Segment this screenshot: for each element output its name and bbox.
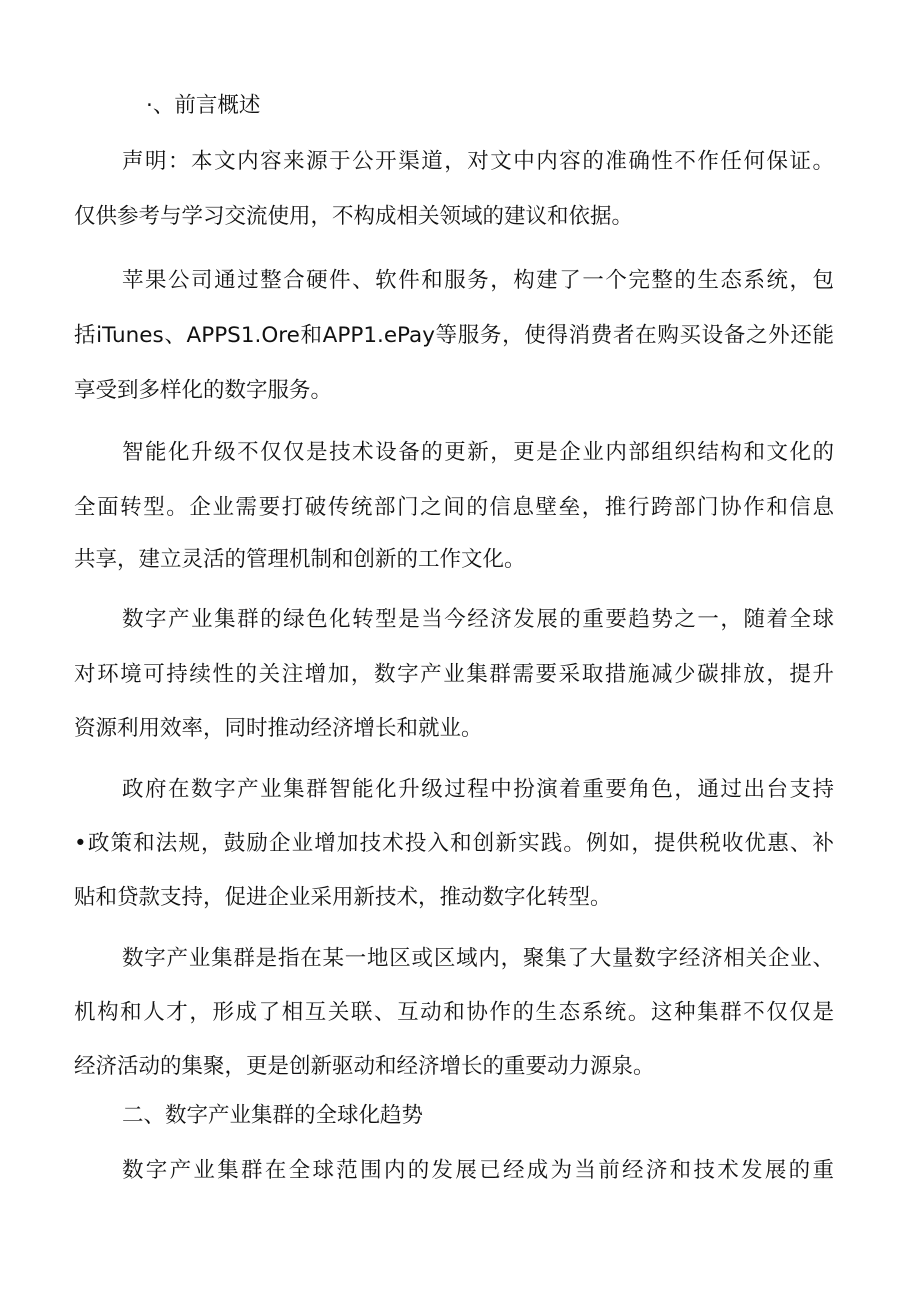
paragraph-line: 经济活动的集聚，更是创新驱动和经济增长的重要动力源泉。 bbox=[74, 1054, 655, 1079]
section-heading-preface: ·、前言概述 bbox=[146, 93, 261, 118]
paragraph-line: 智能化升级不仅仅是技术设备的更新，更是企业内部组织结构和文化的 bbox=[122, 440, 834, 465]
paragraph-line: 苹果公司通过整合硬件、软件和服务，构建了一个完整的生态系统，包 bbox=[122, 268, 834, 293]
paragraph-line: 数字产业集群是指在某一地区或区域内，聚集了大量数字经济相关企业、 bbox=[122, 946, 834, 971]
paragraph-line: 声明：本文内容来源于公开渠道，对文中内容的准确性不作任何保证。 bbox=[122, 149, 834, 174]
paragraph-line: 数字产业集群在全球范围内的发展已经成为当前经济和技术发展的重 bbox=[122, 1158, 834, 1183]
paragraph-line: 贴和贷款支持，促进企业采用新技术，推动数字化转型。 bbox=[74, 885, 612, 910]
paragraph-line: •政策和法规，鼓励企业增加技术投入和创新实践。例如，提供税收优惠、补 bbox=[74, 831, 834, 856]
paragraph-line: 括iTunes、APPS1.Ore和APP1.ePay等服务，使得消费者在购买设备之外还能 bbox=[74, 323, 834, 348]
paragraph-line: 享受到多样化的数字服务。 bbox=[74, 378, 333, 403]
paragraph-line: 机构和人才，形成了相互关联、互动和协作的生态系统。这种集群不仅仅是 bbox=[74, 1000, 834, 1025]
paragraph-line: 仅供参考与学习交流使用，不构成相关领域的建议和依据。 bbox=[74, 204, 634, 229]
paragraph-line: 共享，建立灵活的管理机制和创新的工作文化。 bbox=[74, 547, 526, 572]
paragraph-line: 对环境可持续性的关注增加，数字产业集群需要采取措施减少碳排放，提升 bbox=[74, 662, 834, 687]
paragraph-line: 资源利用效率，同时推动经济增长和就业。 bbox=[74, 716, 483, 741]
paragraph-line: 数字产业集群的绿色化转型是当今经济发展的重要趋势之一，随着全球 bbox=[122, 607, 834, 632]
paragraph-line: 政府在数字产业集群智能化升级过程中扮演着重要角色，通过出台支持 bbox=[122, 777, 834, 802]
paragraph-line: 全面转型。企业需要打破传统部门之间的信息壁垒，推行跨部门协作和信息 bbox=[74, 495, 834, 520]
section-heading-globalization: 二、数字产业集群的全球化趋势 bbox=[122, 1103, 424, 1128]
